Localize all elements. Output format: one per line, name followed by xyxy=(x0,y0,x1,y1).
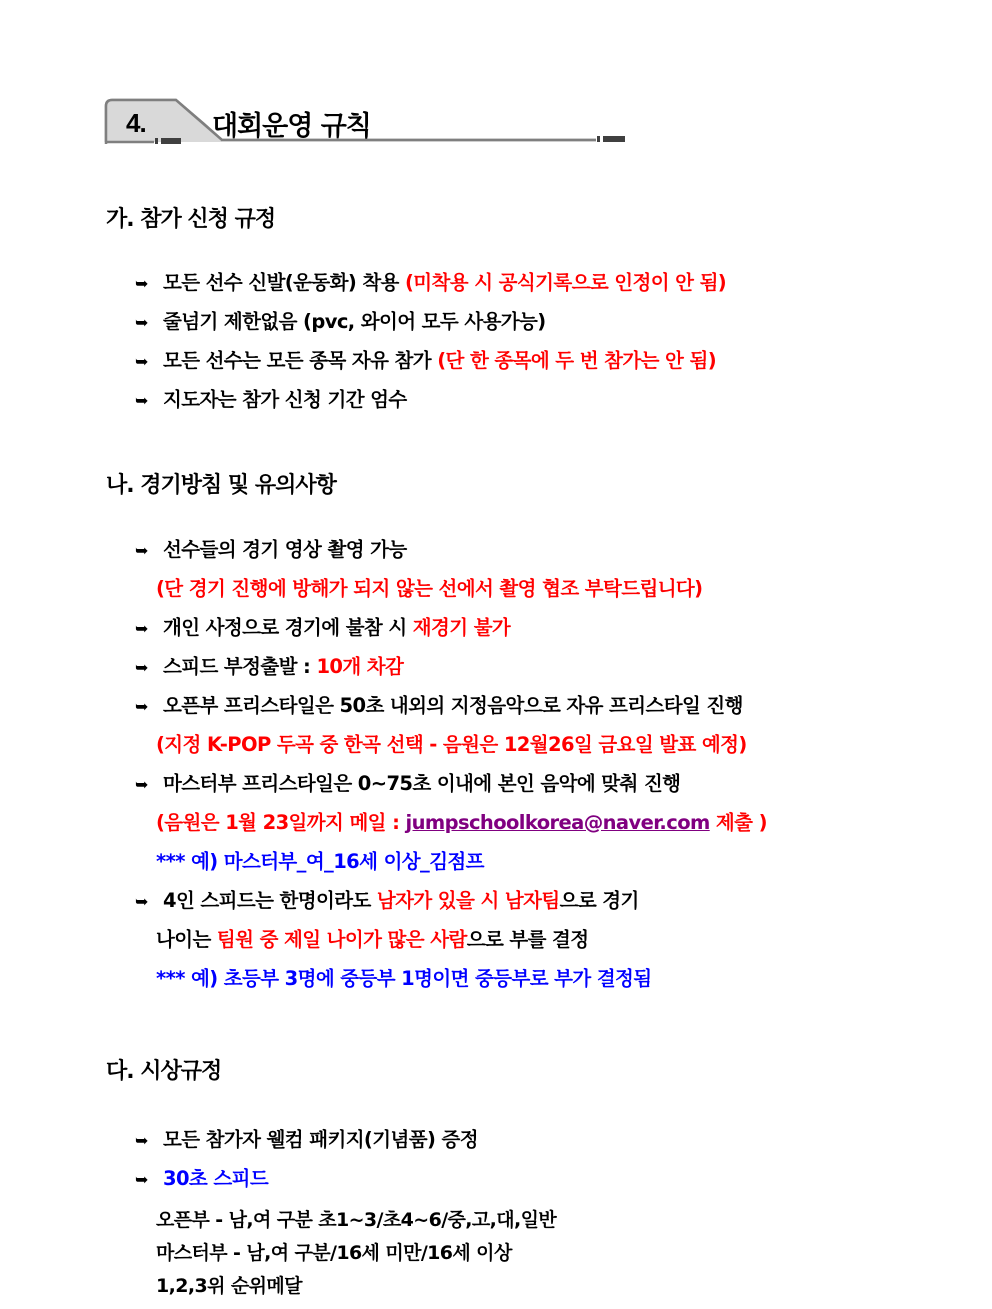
arrow-bullet-icon: ➥ xyxy=(135,775,148,794)
arrow-bullet-icon: ➥ xyxy=(135,1170,148,1189)
arrow-bullet-icon: ➥ xyxy=(135,391,148,410)
list-item: ➥ 지도자는 참가 신청 기간 엄수 xyxy=(135,387,407,414)
chapter-header xyxy=(104,98,628,146)
arrow-bullet-icon: ➥ xyxy=(135,697,148,716)
arrow-bullet-icon: ➥ xyxy=(135,619,148,638)
email-link[interactable]: jumpschoolkorea@naver.com xyxy=(405,811,710,834)
chapter-title: 대회운영 규칙 xyxy=(212,111,371,142)
award-detail: 마스터부 - 남,여 구분/16세 미만/16세 이상 xyxy=(156,1242,512,1264)
list-item-note: (단 경기 진행에 방해가 되지 않는 선에서 촬영 협조 부탁드립니다) xyxy=(156,577,703,600)
list-item: ➥ 모든 참가자 웰컴 패키지(기념품) 증정 xyxy=(135,1127,478,1154)
section-title-registration: 가. 참가 신청 규정 xyxy=(106,207,276,232)
chapter-number: 4. xyxy=(126,108,146,138)
list-item: ➥ 모든 선수 신발(운동화) 착용 (미착용 시 공식기록으로 인정이 안 됨) xyxy=(135,270,726,297)
section-title-competition-policy: 나. 경기방침 및 유의사항 xyxy=(106,473,336,498)
arrow-bullet-icon: ➥ xyxy=(135,892,148,911)
list-item: ➥ 스피드 부정출발 : 10개 차감 xyxy=(135,654,403,681)
list-item: ➥ 모든 선수는 모든 종목 자유 참가 (단 한 종목에 두 번 참가는 안 됨) xyxy=(135,348,716,375)
list-item-continuation: 나이는 팀원 중 제일 나이가 많은 사람으로 부를 결정 xyxy=(156,928,589,951)
list-item: ➥ 선수들의 경기 영상 촬영 가능 xyxy=(135,537,407,564)
section-title-awards: 다. 시상규정 xyxy=(106,1059,222,1084)
list-item: ➥ 마스터부 프리스타일은 0~75초 이내에 본인 음악에 맞춰 진행 xyxy=(135,771,680,798)
arrow-bullet-icon: ➥ xyxy=(135,541,148,560)
list-item-note: (음원은 1월 23일까지 메일 : jumpschoolkorea@naver.com 제출 ) xyxy=(156,811,767,834)
list-item: ➥ 4인 스피드는 한명이라도 남자가 있을 시 남자팀으로 경기 xyxy=(135,888,639,915)
list-item-note: (지정 K-POP 두곡 중 한곡 선택 - 음원은 12월26일 금요일 발표 예정) xyxy=(156,733,747,756)
list-item-example: *** 예) 마스터부_여_16세 이상_김점프 xyxy=(156,850,484,873)
arrow-bullet-icon: ➥ xyxy=(135,1131,148,1150)
list-item: ➥ 30초 스피드 xyxy=(135,1166,268,1193)
list-item: ➥ 오픈부 프리스타일은 50초 내외의 지정음악으로 자유 프리스타일 진행 xyxy=(135,693,743,720)
list-item: ➥ 줄넘기 제한없음 (pvc, 와이어 모두 사용가능) xyxy=(135,309,546,336)
arrow-bullet-icon: ➥ xyxy=(135,274,148,293)
award-detail: 오픈부 - 남,여 구분 초1~3/초4~6/중,고,대,일반 xyxy=(156,1209,557,1231)
arrow-bullet-icon: ➥ xyxy=(135,313,148,332)
list-item: ➥ 개인 사정으로 경기에 불참 시 재경기 불가 xyxy=(135,615,510,642)
list-item-example: *** 예) 초등부 3명에 중등부 1명이면 중등부로 부가 결정됨 xyxy=(156,967,652,990)
arrow-bullet-icon: ➥ xyxy=(135,352,148,371)
award-detail: 1,2,3위 순위메달 xyxy=(156,1275,302,1297)
arrow-bullet-icon: ➥ xyxy=(135,658,148,677)
